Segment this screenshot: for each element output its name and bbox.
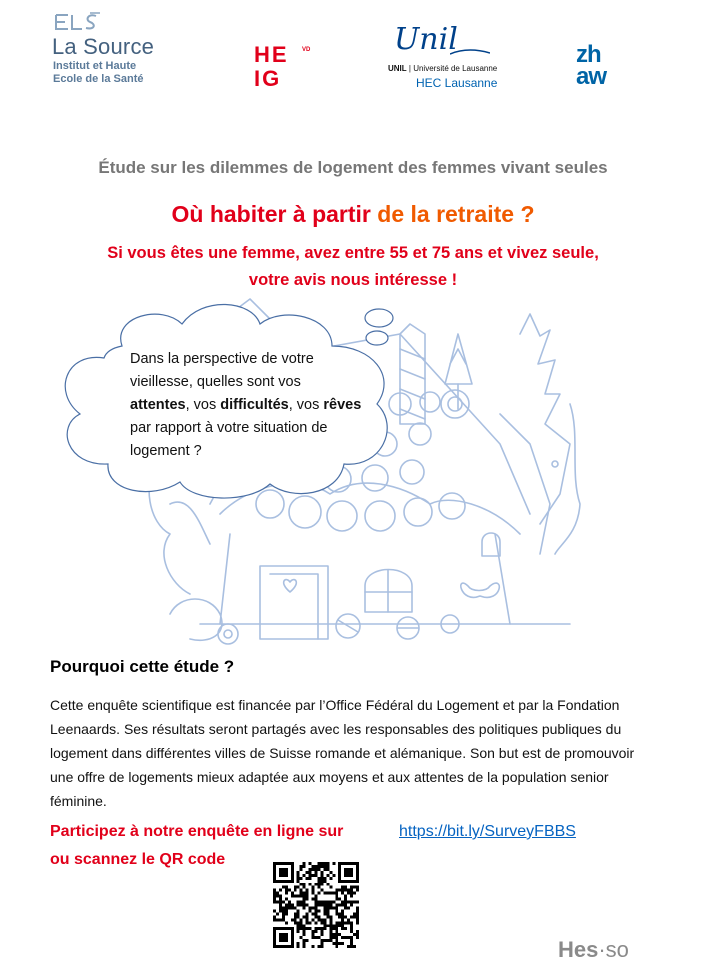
main-title-part-1: Où habiter à partir — [171, 201, 378, 227]
unil-line-rest: | Université de Lausanne — [406, 64, 498, 73]
hes-so-logo-hes: Hes — [558, 937, 599, 962]
cta-line-1: Participez à notre enquête en ligne sur — [50, 823, 344, 840]
zhaw-logo-row-1: zh — [576, 41, 601, 68]
survey-link[interactable]: https://bit.ly/SurveyFBBS — [399, 823, 576, 840]
study-subtitle: Étude sur les dilemmes de logement des femmes vivant seules — [98, 158, 608, 177]
qr-code-icon[interactable] — [273, 862, 359, 948]
target-audience — [40, 240, 666, 294]
heig-logo-row-1: HE — [254, 42, 289, 67]
section-heading: Pourquoi cette étude ? — [50, 657, 235, 676]
bubble-text-4: par rapport à votre situation de logement ? — [130, 420, 328, 459]
thought-bubble-text — [130, 348, 362, 463]
unil-swoosh-icon — [450, 48, 490, 56]
bubble-text-2: , vos — [185, 397, 221, 413]
heig-logo-vd: VD — [302, 47, 311, 53]
unil-line — [388, 64, 497, 73]
heig-logo-row-2: IG — [254, 66, 282, 91]
bubble-bold-expectations: attentes — [130, 397, 186, 413]
la-source-name: La Source — [52, 34, 155, 59]
study-description: Cette enquête scientifique est financée par l’Office Fédéral du Logement et par la Fondation Leenaards. Ses résultats seront partagés avec les responsables des politiques publiques du logement dans différentes villes de Suisse romande et alémanique. Son but est de promouvoir une offre de logements mieux adaptée aux moyens et aux attentes de la population senior féminine. — [50, 697, 635, 809]
hes-so-logo-so: ·so — [598, 937, 629, 962]
la-source-subtitle-1: Institut et Haute — [53, 60, 137, 72]
hec-lausanne-label: HEC Lausanne — [416, 76, 498, 90]
unil-script-logo: Unil — [394, 22, 458, 57]
la-source-subtitle-2: Ecole de la Santé — [53, 73, 144, 85]
la-source-logo — [52, 12, 182, 92]
bubble-text-3: , vos — [288, 397, 324, 413]
zhaw-logo — [576, 41, 624, 94]
main-title — [0, 201, 706, 228]
bubble-bold-difficulties: difficultés — [220, 397, 289, 413]
target-audience-line-2: votre avis nous intéresse ! — [248, 271, 458, 289]
bubble-bold-dreams: rêves — [323, 397, 362, 413]
target-audience-line-1: Si vous êtes une femme, avez entre 55 et 75 ans et vivez seule, — [107, 244, 599, 262]
main-title-part-2: de la retraite ? — [377, 201, 535, 227]
hes-so-logo — [558, 937, 629, 963]
unil-hec-logo — [388, 22, 528, 92]
cta-line-2: ou scannez le QR code — [50, 851, 226, 868]
la-source-mark-icon — [54, 12, 102, 32]
unil-line-bold: UNIL — [388, 64, 407, 73]
bubble-text-1: Dans la perspective de votre vieillesse, quelles sont vos — [130, 351, 314, 390]
zhaw-logo-row-2: aw — [576, 63, 607, 90]
heig-vd-logo — [254, 44, 316, 92]
